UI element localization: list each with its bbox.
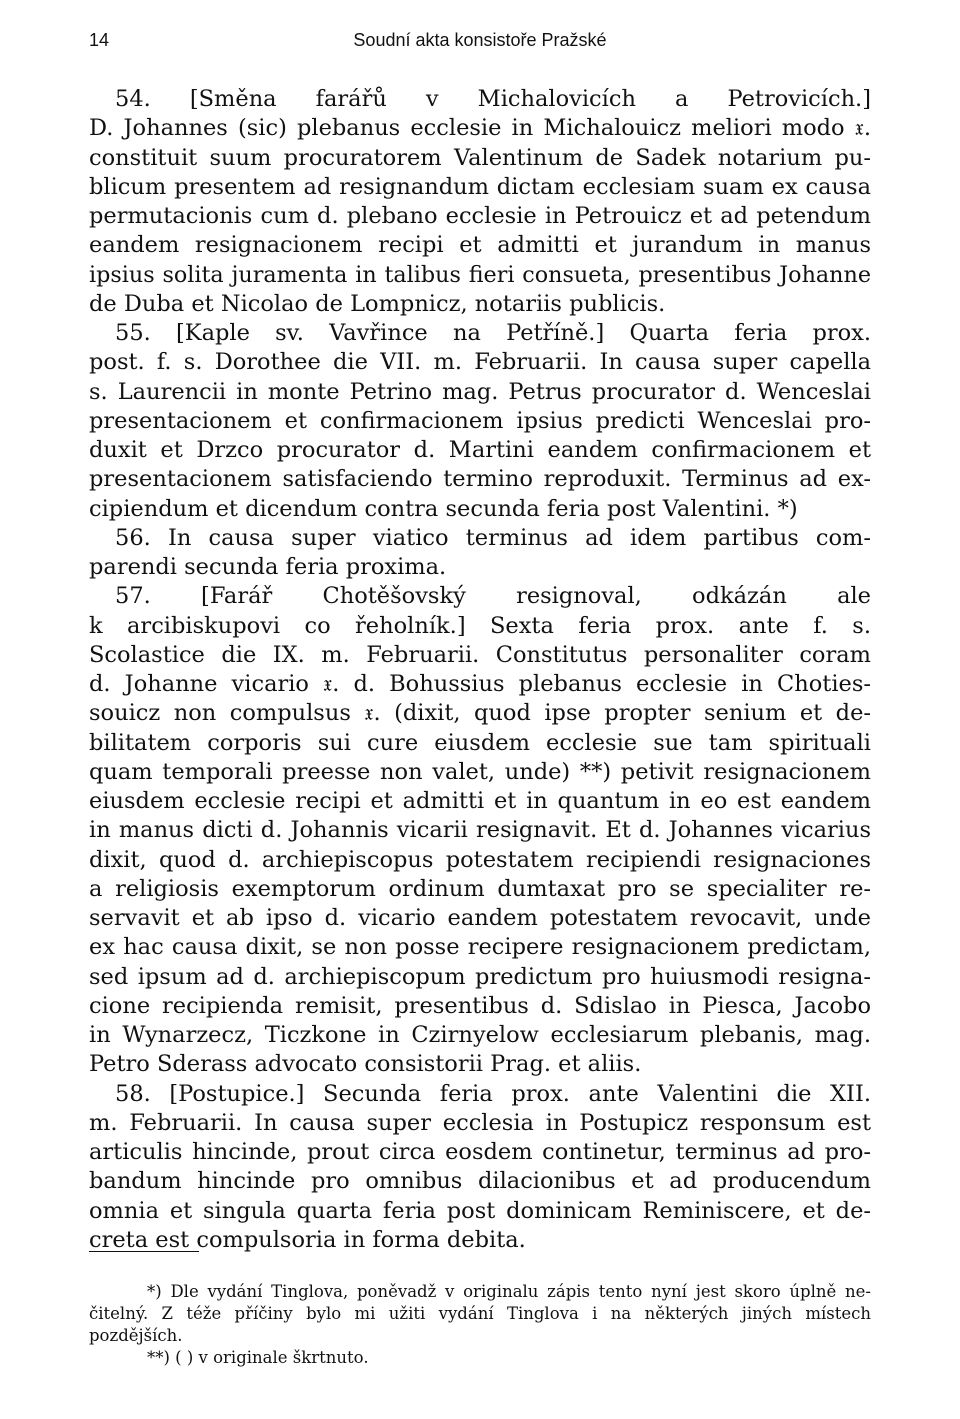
footnotes xyxy=(89,1281,871,1369)
body-line: dixit, quod d. archiepiscopus potestatem recipiendi resignaciones xyxy=(89,846,871,873)
body-line: servavit et ab ipso d. vicario eandem potestatem revocavit, unde xyxy=(89,905,871,931)
body-line: constituit suum procuratorem Valentinum de Sadek notarium pu- xyxy=(89,144,871,171)
body-line: parendi secunda feria proxima. xyxy=(89,554,447,580)
entry-55-heading: 55. [Kaple sv. Vavřince na Petříně.] Quarta feria prox. xyxy=(115,320,871,346)
body-line: eandem resignacionem recipi et admitti et jurandum in manus xyxy=(89,232,871,259)
entry-57-heading: 57. [Farář Chotěšovský resignoval, odkázán ale xyxy=(115,583,871,610)
entry-58-heading: 58. [Postupice.] Secunda feria prox. ante Valentini die XII. xyxy=(115,1080,871,1107)
body-line: cipiendum et dicendum contra secunda feria post Valentini. *) xyxy=(89,495,798,522)
body-line: post. f. s. Dorothee die VII. m. Februarii. In causa super capella xyxy=(89,349,871,376)
body-line: de Duba et Nicolao de Lompnicz, notariis publicis. xyxy=(89,290,666,317)
body-line: cione recipienda remisit, presentibus d. Sdislao in Piesca, Jacobo xyxy=(89,992,871,1019)
body-line: eiusdem ecclesie recipi et admitti et in quantum in eo est eandem xyxy=(89,788,871,814)
footnote-2: **) ( ) v originale škrtnuto. xyxy=(147,1348,369,1367)
body-line: articulis hincinde, prout circa eosdem continetur, terminus ad pro- xyxy=(89,1139,871,1165)
body-line: Scolastice die IX. m. Februarii. Constitutus personaliter coram xyxy=(89,641,871,668)
body-line: k arcibiskupovi co řeholník.] Sexta feria prox. ante f. s. xyxy=(89,612,871,639)
body-line: duxit et Drzco procurator d. Martini eandem confirmacionem et xyxy=(89,437,871,463)
entry-54-heading: 54. [Směna farářů v Michalovicích a Petrovicích.] xyxy=(115,86,871,112)
footnote-1: *) Dle vydání Tinglova, poněvadž v originalu zápis tento nyní jest skoro úplně ne- xyxy=(147,1282,871,1301)
body-line: sed ipsum ad d. archiepiscopum predictum pro huiusmodi resigna- xyxy=(89,963,871,990)
body-line: presentacionem satisfaciendo termino reproduxit. Terminus ad ex- xyxy=(89,466,871,493)
body-line: in manus dicti d. Johannis vicarii resignavit. Et d. Johannes vicarius xyxy=(89,817,871,844)
body-line: blicum presentem ad resignandum dictam ecclesiam suam ex causa xyxy=(89,173,871,200)
body-line: bilitatem corporis sui cure eiusdem ecclesie sue tam spirituali xyxy=(89,729,871,756)
body-line: a religiosis exemptorum ordinum dumtaxat pro se specialiter re- xyxy=(89,875,871,902)
body-line: ipsius solita juramenta in talibus fieri consueta, presentibus Johanne xyxy=(89,261,871,288)
footnote-1-continued: čitelný. Z téže příčiny bylo mi užiti vydání Tinglova i na některých jiných místech xyxy=(89,1304,871,1323)
body-line: presentacionem et confirmacionem ipsius predicti Wenceslai pro- xyxy=(89,407,871,434)
body-line: D. Johannes (sic) plebanus ecclesie in Michalouicz meliori modo 𝔵. xyxy=(89,115,871,142)
page-number: 14 xyxy=(89,30,110,50)
body-line: m. Februarii. In causa super ecclesia in Postupicz responsum est xyxy=(89,1109,871,1136)
body-text xyxy=(89,85,871,1255)
body-line: in Wynarzecz, Ticzkone in Czirnyelow ecclesiarum plebanis, mag. xyxy=(89,1022,871,1048)
body-line: bandum hincinde pro omnibus dilacionibus et ad producendum xyxy=(89,1168,871,1195)
body-line: creta est compulsoria in forma debita. xyxy=(89,1226,526,1253)
body-line: d. Johanne vicario 𝔵. d. Bohussius plebanus ecclesie in Choties- xyxy=(89,671,871,697)
body-line: ex hac causa dixit, se non posse recipere resignacionem predictam, xyxy=(89,934,871,961)
entry-56-heading: 56. In causa super viatico terminus ad idem partibus com- xyxy=(115,524,871,551)
body-line: permutacionis cum d. plebano ecclesie in Petrouicz et ad petendum xyxy=(89,203,871,229)
body-line: s. Laurencii in monte Petrino mag. Petrus procurator d. Wenceslai xyxy=(89,378,871,405)
body-line: quam temporali preesse non valet, unde) **) petivit resignacionem xyxy=(89,758,871,785)
body-line: souicz non compulsus 𝔵. (dixit, quod ipse propter senium et de- xyxy=(89,700,871,727)
footnote-divider xyxy=(89,1251,199,1252)
body-line: omnia et singula quarta feria post dominicam Reminiscere, et de- xyxy=(89,1197,871,1224)
running-title: Soudní akta konsistoře Pražské xyxy=(353,30,607,50)
running-head xyxy=(89,30,871,56)
footnote-1-continued: pozdějších. xyxy=(89,1326,183,1345)
body-line: Petro Sderass advocato consistorii Prag. et aliis. xyxy=(89,1051,642,1078)
